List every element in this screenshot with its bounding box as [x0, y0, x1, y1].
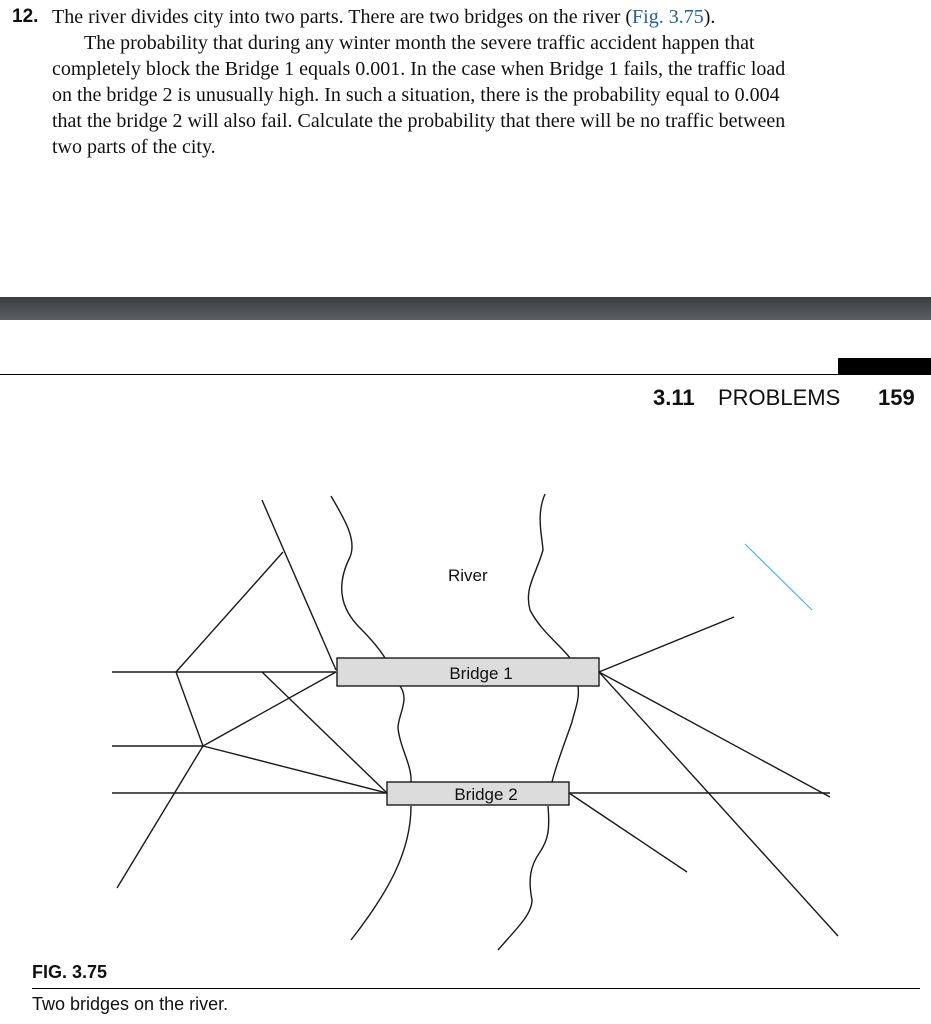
- road-to-bridge2: [203, 746, 387, 793]
- problem-line-1-text: The river divides city into two parts. There are two bridges on the river (: [52, 6, 633, 28]
- bridge-2-label: Bridge 2: [454, 785, 518, 804]
- river-label: River: [448, 566, 488, 585]
- problem-line-2: The probability that during any winter month the severe traffic accident happen that: [84, 32, 755, 54]
- road-right-south: [569, 793, 687, 872]
- river-right-bank-middle: [552, 686, 578, 782]
- bridge-1-label: Bridge 1: [449, 664, 513, 683]
- problem-line-5: that the bridge 2 will also fail. Calculate the probability that there will be no traffic between: [52, 110, 786, 132]
- figure-caption-rule: [32, 988, 920, 989]
- river-right-bank-south: [498, 806, 549, 950]
- road-connector-b: [176, 672, 203, 746]
- river-left-bank-north: [331, 496, 385, 658]
- river-left-bank-middle: [398, 686, 411, 782]
- problem-number: 12.: [12, 6, 39, 27]
- river-left-bank-south: [351, 806, 411, 940]
- figure-caption: Two bridges on the river.: [32, 994, 229, 1014]
- stray-blue-line: [745, 544, 812, 610]
- figure-reference-link[interactable]: Fig. 3.75: [632, 6, 704, 28]
- road-right-east: [599, 672, 830, 797]
- section-title: PROBLEMS: [718, 385, 841, 410]
- road-to-bridge1: [203, 672, 336, 746]
- road-diagonal-north: [262, 500, 336, 670]
- problem-line-1-end: ).: [703, 6, 716, 28]
- problem-line-3: completely block the Bridge 1 equals 0.001. In the case when Bridge 1 fails, the traffic load: [52, 58, 786, 80]
- section-number: 3.11: [653, 385, 695, 410]
- road-southwest: [117, 746, 203, 888]
- page-number: 159: [878, 385, 915, 410]
- figure-label: FIG. 3.75: [32, 962, 108, 982]
- road-connector-a: [176, 552, 283, 672]
- problem-line-4: on the bridge 2 is unusually high. In such a situation, there is the probability equal to 0.004: [52, 84, 780, 106]
- problem-line-6: two parts of the city.: [52, 136, 216, 158]
- road-cross: [262, 672, 387, 793]
- road-right-southeast: [599, 672, 838, 936]
- road-right-northeast: [599, 617, 734, 672]
- river-right-bank-north: [528, 494, 570, 658]
